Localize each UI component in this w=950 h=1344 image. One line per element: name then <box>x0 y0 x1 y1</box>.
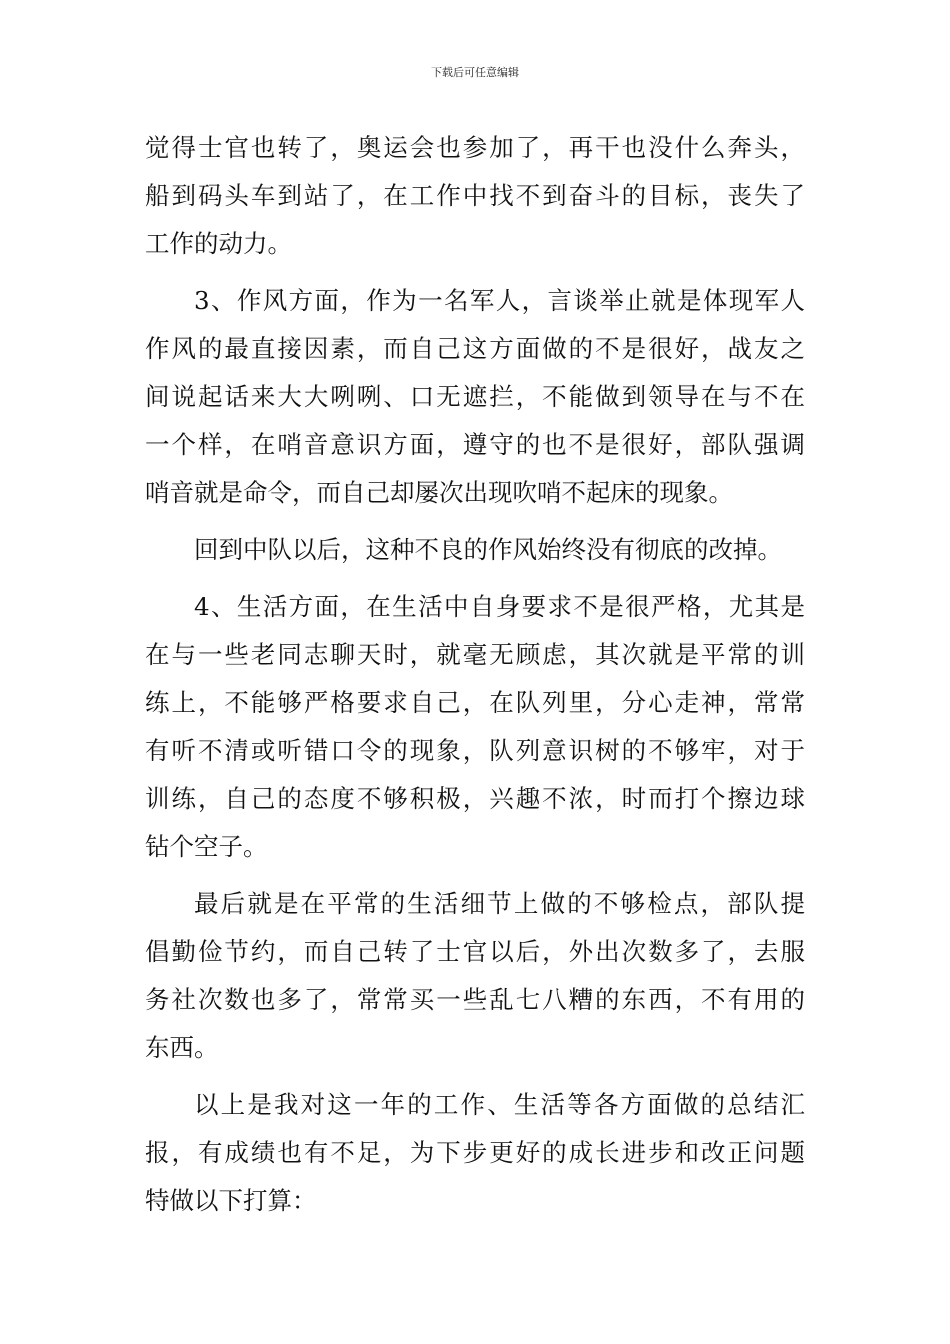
text-line: 报，有成绩也有不足，为下步更好的成长进步和改正问题 <box>145 1138 805 1167</box>
text-line: 特做以下打算： <box>145 1186 317 1215</box>
paragraph-3 <box>145 526 805 574</box>
text-line: 一个样，在哨音意识方面，遵守的也不是很好，部队强调 <box>145 430 805 459</box>
text-line: 4、生活方面，在生活中自身要求不是很严格，尤其是 <box>194 592 805 621</box>
text-line: 以上是我对这一年的工作、生活等各方面做的总结汇 <box>194 1090 805 1119</box>
text-line: 3、作风方面，作为一名军人，言谈举止就是体现军人 <box>194 286 805 315</box>
paragraph-4 <box>145 583 805 871</box>
text-line: 最后就是在平常的生活细节上做的不够检点，部队提 <box>194 889 805 918</box>
text-line: 哨音就是命令，而自己却屡次出现吹哨不起床的现象。 <box>145 478 733 507</box>
page-header-note: 下载后可任意编辑 <box>431 66 519 79</box>
text-line: 东西。 <box>145 1033 219 1062</box>
paragraph-5 <box>145 880 805 1072</box>
text-line: 有听不清或听错口令的现象，队列意识树的不够牢，对于 <box>145 736 805 765</box>
paragraph-1 <box>145 124 805 268</box>
text-line: 钻个空子。 <box>145 832 268 861</box>
paragraph-6 <box>145 1081 805 1225</box>
text-line: 间说起话来大大咧咧、口无遮拦，不能做到领导在与不在 <box>145 382 805 411</box>
text-line: 作风的最直接因素，而自己这方面做的不是很好，战友之 <box>145 334 805 363</box>
text-line: 在与一些老同志聊天时，就毫无顾虑，其次就是平常的训 <box>145 640 805 669</box>
document-body <box>145 124 805 1225</box>
text-line: 务社次数也多了，常常买一些乱七八糟的东西，不有用的 <box>145 985 805 1014</box>
text-line: 船到码头车到站了，在工作中找不到奋斗的目标，丧失了 <box>145 181 805 210</box>
text-line: 工作的动力。 <box>145 229 292 258</box>
text-line: 觉得士官也转了，奥运会也参加了，再干也没什么奔头， <box>145 133 805 162</box>
paragraph-2 <box>145 277 805 517</box>
text-line: 倡勤俭节约，而自己转了士官以后，外出次数多了，去服 <box>145 937 805 966</box>
text-line: 练上，不能够严格要求自己，在队列里，分心走神，常常 <box>145 688 805 717</box>
text-line: 训练，自己的态度不够积极，兴趣不浓，时而打个擦边球 <box>145 784 805 813</box>
text-line: 回到中队以后，这种不良的作风始终没有彻底的改掉。 <box>194 535 782 564</box>
